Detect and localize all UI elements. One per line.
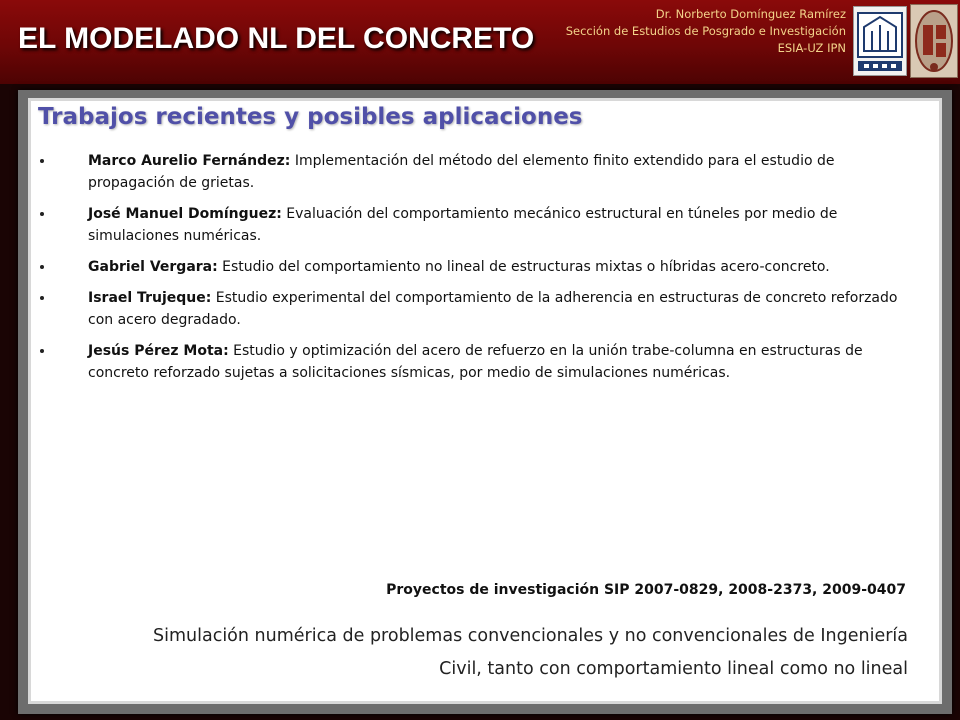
work-description: Estudio y optimización del acero de refuerzo en la unión trabe-columna en estructuras de concreto reforzado sujetas a solicitaciones sísmicas, por medio de simulaciones numéricas.: [88, 343, 863, 381]
slide-title: EL MODELADO NL DEL CONCRETO: [18, 22, 535, 55]
researcher-name: Israel Trujeque:: [88, 290, 212, 306]
ipn-esia-logo: [853, 6, 907, 76]
researcher-name: Gabriel Vergara:: [88, 259, 218, 275]
researcher-name: Marco Aurelio Fernández:: [88, 153, 291, 169]
bullet-icon: [40, 159, 44, 163]
bullet-icon: [40, 296, 44, 300]
work-description: Estudio del comportamiento no lineal de estructuras mixtas o híbridas acero-concreto.: [217, 259, 830, 275]
section-title: Trabajos recientes y posibles aplicaciones: [38, 104, 583, 130]
list-item: [40, 203, 912, 247]
work-description: Implementación del método del elemento finito extendido para el estudio de propagación de grietas.: [88, 153, 835, 191]
bullet-icon: [40, 265, 44, 269]
department-name: Sección de Estudios de Posgrado e Investigación: [565, 24, 846, 38]
projects-line: Proyectos de investigación SIP 2007-0829, 2008-2373, 2009-0407: [386, 582, 906, 598]
institution-name: ESIA-UZ IPN: [777, 41, 846, 55]
summary-text: Simulación numérica de problemas convencionales y no convencionales de Ingeniería Civil, tanto con comportamiento lineal como no lineal: [153, 626, 908, 679]
bullet-icon: [40, 212, 44, 216]
list-item: [40, 287, 912, 331]
bullet-icon: [40, 349, 44, 353]
works-list: [40, 150, 912, 393]
list-item: [40, 256, 912, 278]
work-description: Evaluación del comportamiento mecánico estructural en túneles por medio de simulaciones numéricas.: [88, 206, 838, 244]
ipn-logo: [910, 4, 958, 78]
list-item: [40, 340, 912, 384]
researcher-name: Jesús Pérez Mota:: [88, 343, 229, 359]
work-description: Estudio experimental del comportamiento de la adherencia en estructuras de concreto reforzado con acero degradado.: [88, 290, 898, 328]
author-name: Dr. Norberto Domínguez Ramírez: [655, 7, 846, 21]
researcher-name: José Manuel Domínguez:: [88, 206, 282, 222]
author-block: [566, 6, 846, 57]
list-item: [40, 150, 912, 194]
header-bar: [0, 0, 960, 84]
